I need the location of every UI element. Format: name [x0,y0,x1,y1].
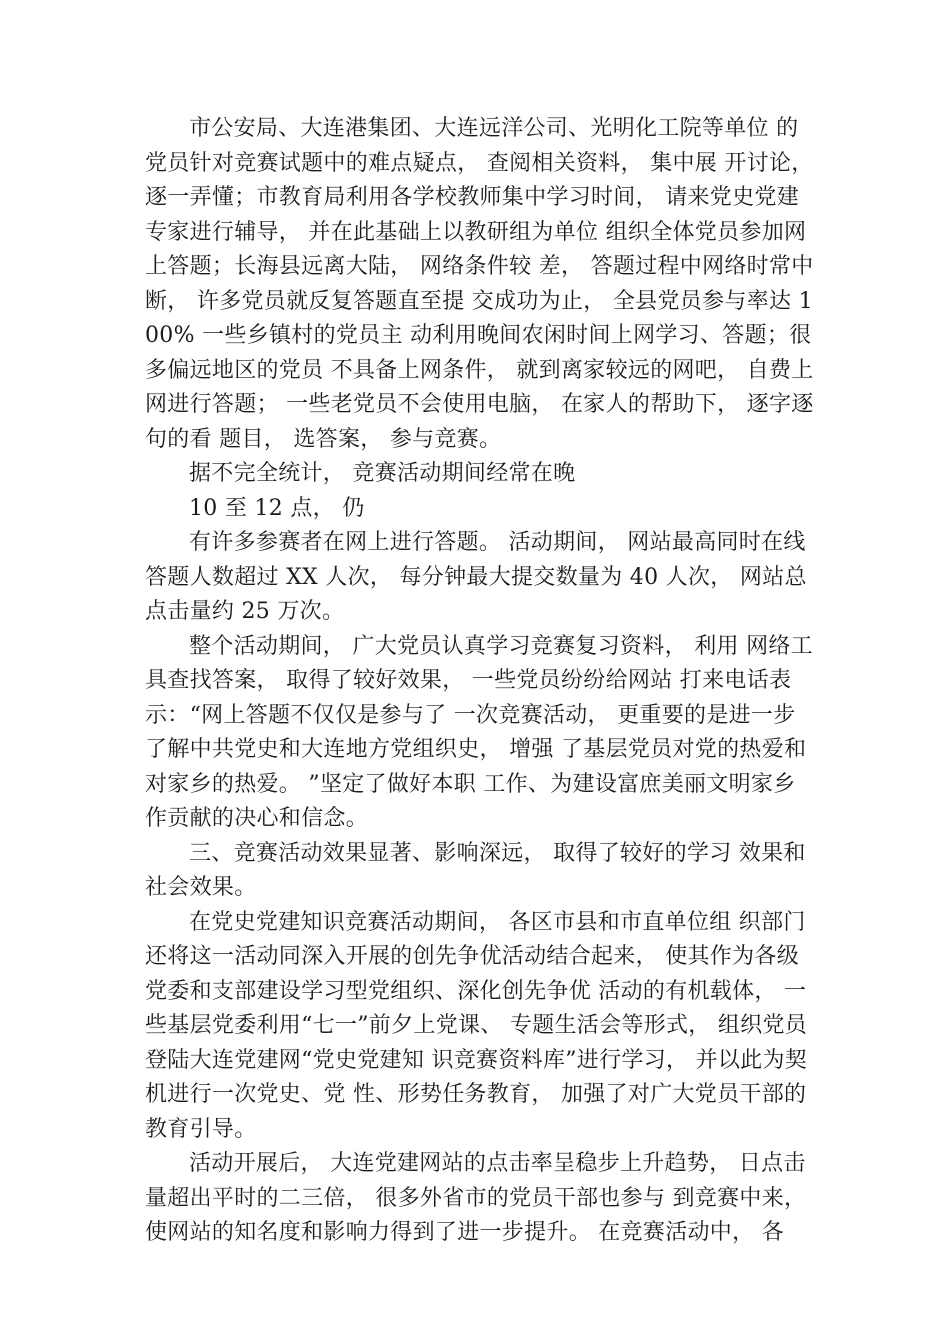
paragraph-time-range: 10 至 12 点， 仍 [189,495,365,521]
paragraph-website-growth: 活动开展后， 大连党建网站的点击率呈稳步上升趋势， 日点击量超出平时的二三倍， 很多外省市的党员干部也参与 到竞赛中来， 使网站的知名度和影响力得到了进一步提升。 在竞赛活动中， 各 [145,1151,807,1245]
section-heading-three: 三、竞赛活动效果显著、影响深远， 取得了较好的学习 效果和社会效果。 [145,840,806,900]
paragraph-participation: 市公安局、大连港集团、大连远洋公司、光明化工院等单位 的党员针对竞赛试题中的难点疑点， 查阅相关资料， 集中展 开讨论， 逐一弄懂；市教育局利用各学校教师集中学习时间， 请来党史党建专家进行辅导， 并在此基础上以教研组为单位 组织全体党员参加网上答题；长海县远离大陆， 网络条件较 差， 答题过程中网络时常中断， 许多党员就反复答题直至提 交成功为止， 全县党员参与率达 100% 一些乡镇村的党员主 动利用晚间农闲时间上网学习、答题；很多偏远地区的党员 不具备上网条件， 就到离家较远的网吧， 自费上网进行答题； 一些老党员不会使用电脑， 在家人的帮助下， 逐字逐句的看 题目， 选答案， 参与竞赛。 [145,116,814,452]
paragraph-integration: 在党史党建知识竞赛活动期间， 各区市县和市直单位组 织部门还将这一活动同深入开展的创先争优活动结合起来， 使其作为各级党委和支部建设学习型党组织、深化创先争优 活动的有机载体， 一些基层党委利用“七一”前夕上党课、 专题生活会等形式， 组织党员登陆大连党建网“党史党建知 识竞赛资料库”进行学习， 并以此为契机进行一次党史、党 性、形势任务教育， 加强了对广大党员干部的教育引导。 [145,909,808,1142]
paragraph-member-feedback: 整个活动期间， 广大党员认真学习竞赛复习资料， 利用 网络工具查找答案， 取得了较好效果， 一些党员纷纷给网站 打来电话表示：“网上答题不仅仅是参与了 一次竞赛活动， 更重要的是进一步了解中共党史和大连地方党组织史， 增强 了基层党员对党的热爱和对家乡的热爱。 ”坚定了做好本职 工作、为建设富庶美丽文明家乡作贡献的决心和信念。 [145,633,813,831]
paragraph-website-stats: 有许多参赛者在网上进行答题。 活动期间， 网站最高同时在线答题人数超过 XX 人次， 每分钟最大提交数量为 40 人次， 网站总点击量约 25 万次。 [145,530,807,624]
paragraph-statistics-intro: 据不完全统计， 竞赛活动期间经常在晚 [189,461,576,486]
document-body [145,112,815,1251]
